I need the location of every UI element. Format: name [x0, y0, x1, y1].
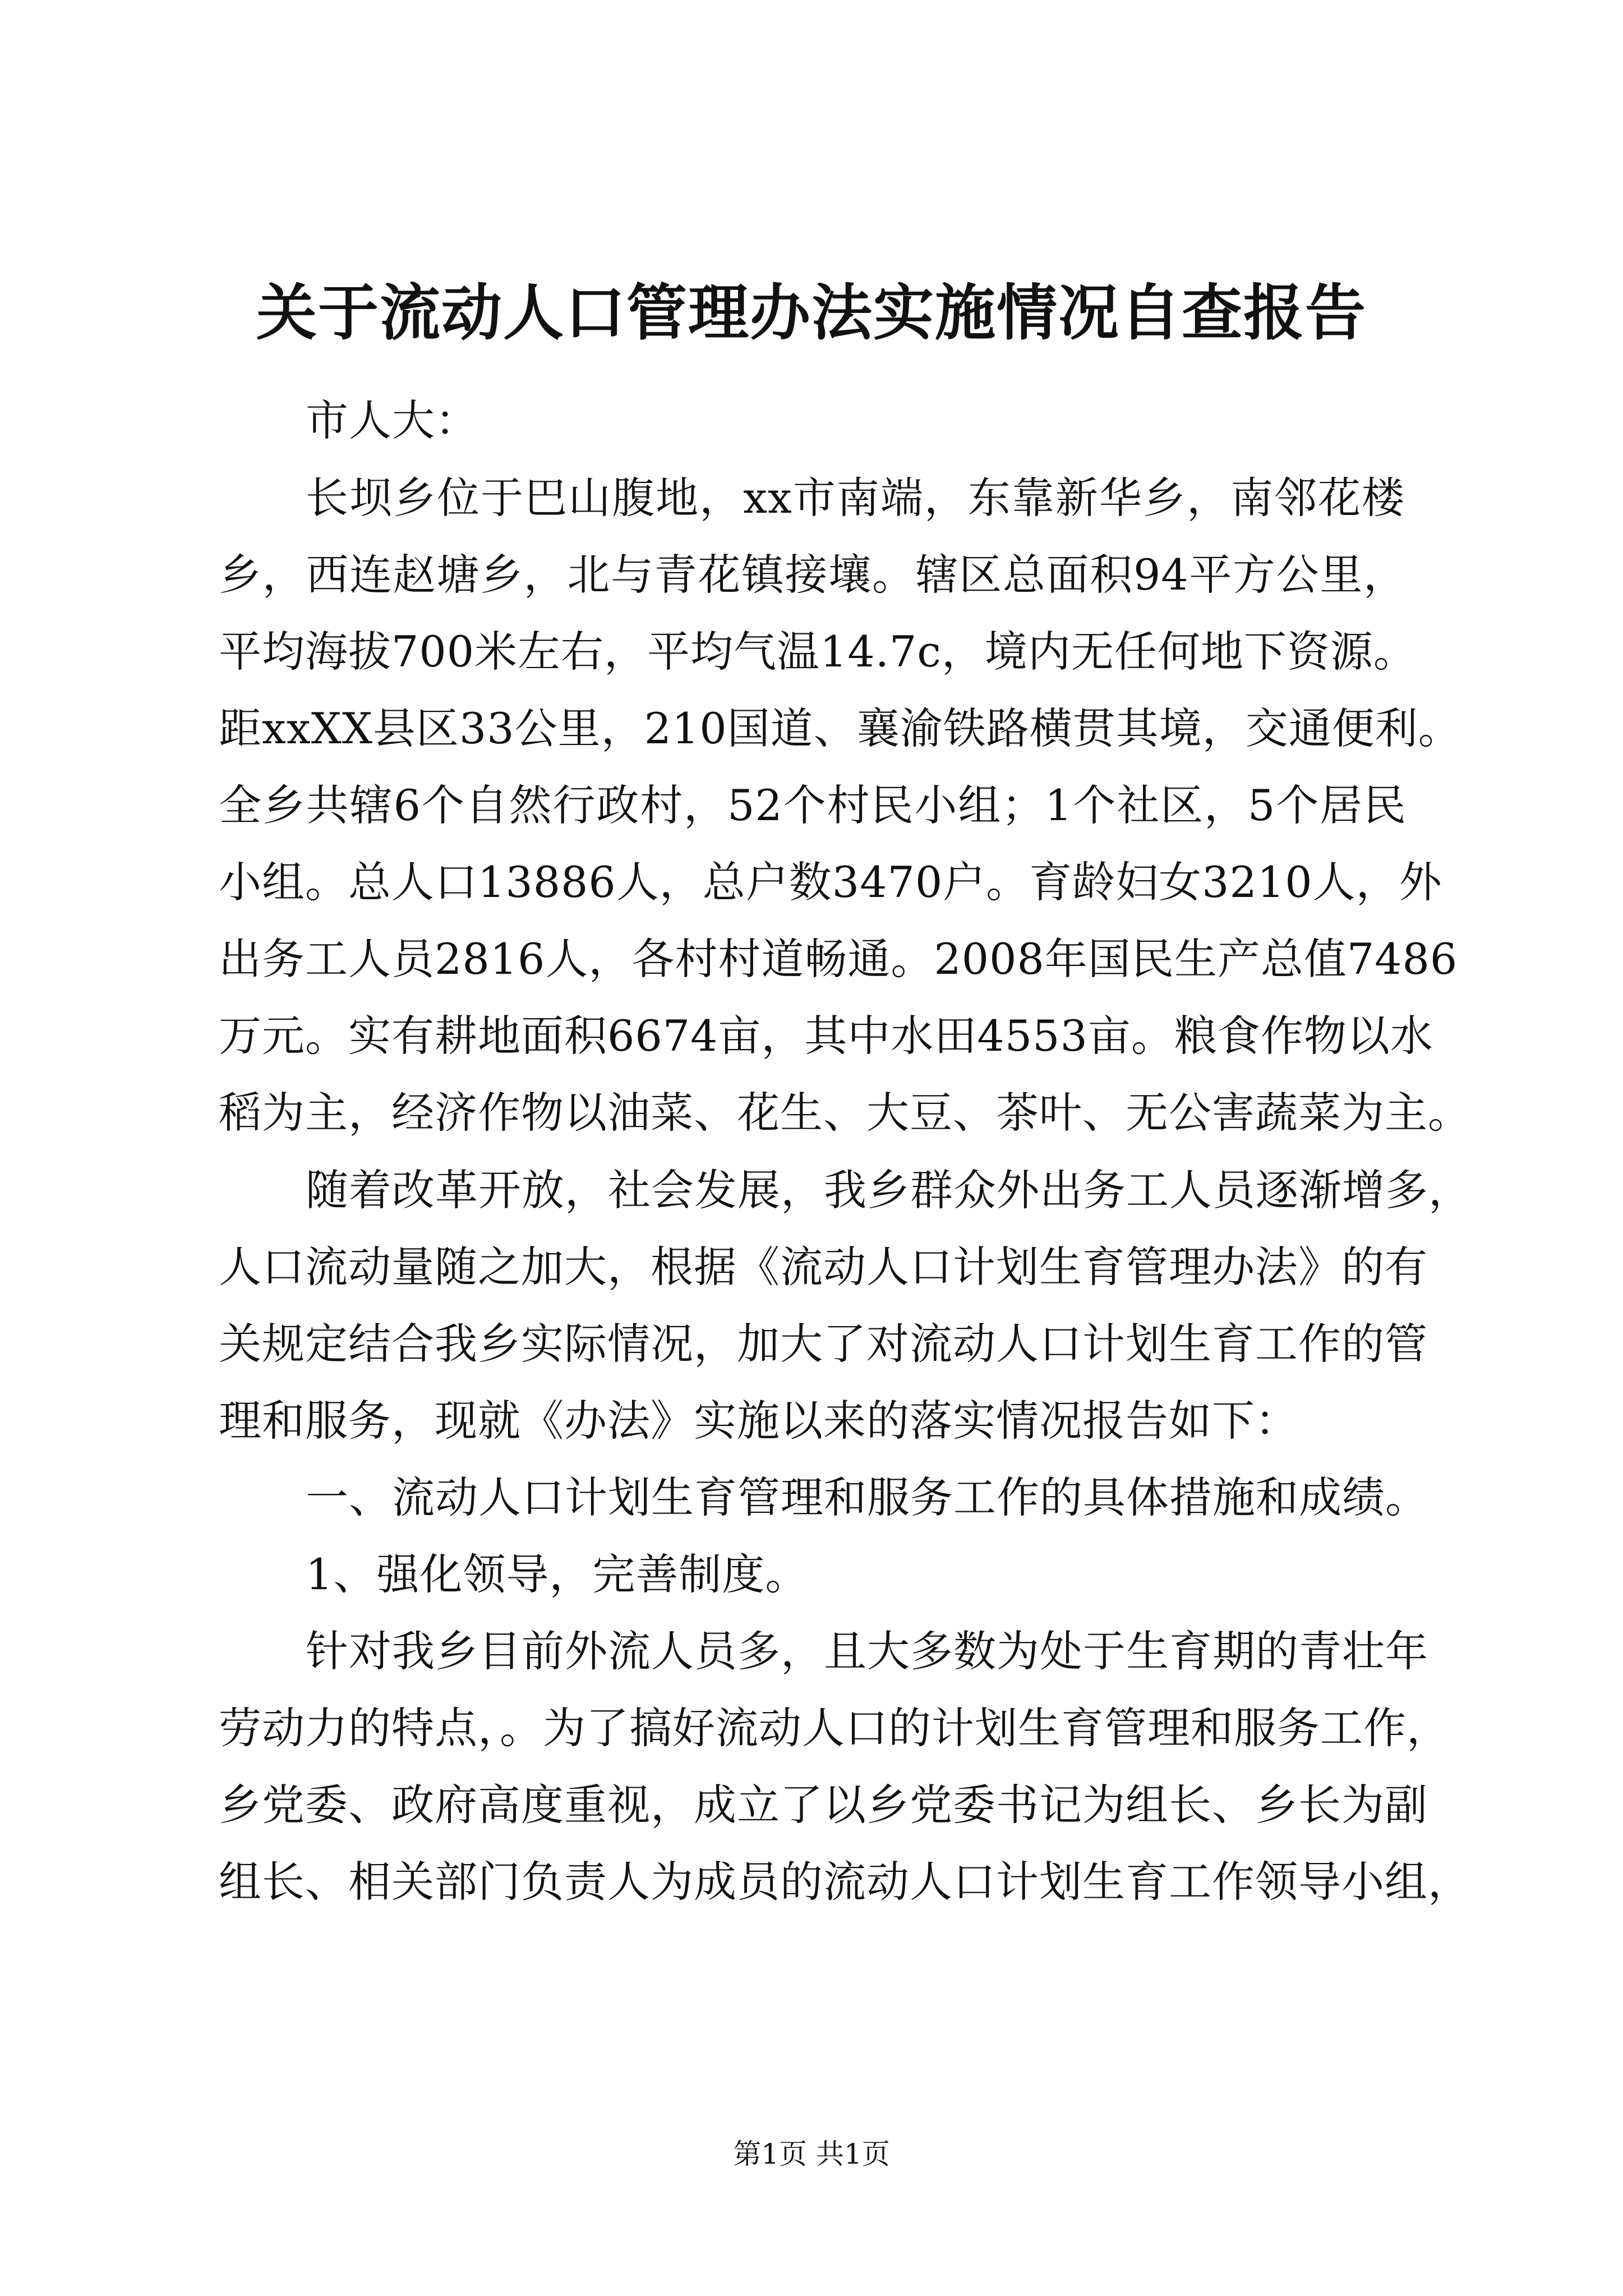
subsection-heading: 1、强化领导，完善制度。 [306, 1549, 809, 1599]
body-line: 针对我乡目前外流人员多，且大多数为处于生育期的青壮年 [306, 1626, 1428, 1676]
body-line: 全乡共辖6个自然行政村，52个村民小组；1个社区，5个居民 [219, 780, 1407, 830]
body-line: 稻为主，经济作物以油菜、花生、大豆、茶叶、无公害蔬菜为主。 [219, 1088, 1471, 1138]
body-line: 乡党委、政府高度重视，成立了以乡党委书记为组长、乡长为副 [219, 1780, 1428, 1830]
body-line: 随着改革开放，社会发展，我乡群众外出务工人员逐渐增多， [306, 1165, 1472, 1215]
body-line: 长坝乡位于巴山腹地，xx市南端，东靠新华乡，南邻花楼 [306, 473, 1405, 523]
page-footer: 第1页 共1页 [733, 2138, 890, 2170]
body-line: 劳动力的特点，。为了搞好流动人口的计划生育管理和服务工作， [219, 1703, 1450, 1753]
body-line: 理和服务，现就《办法》实施以来的落实情况报告如下： [219, 1396, 1298, 1446]
body-line: 乡，西连赵塘乡，北与青花镇接壤。辖区总面积94平方公里， [219, 550, 1407, 600]
body-line: 小组。总人口13886人，总户数3470户。育龄妇女3210人，外 [219, 857, 1442, 907]
document-title: 关于流动人口管理办法实施情况自查报告 [256, 278, 1367, 348]
body-line: 平均海拔700米左右，平均气温14.7c，境内无任何地下资源。 [219, 627, 1417, 677]
body-line: 万元。实有耕地面积6674亩，其中水田4553亩。粮食作物以水 [219, 1011, 1433, 1061]
body-line: 人口流动量随之加大，根据《流动人口计划生育管理办法》的有 [219, 1242, 1428, 1292]
body-line: 关规定结合我乡实际情况，加大了对流动人口计划生育工作的管 [219, 1319, 1428, 1369]
body-line: 距xxXX县区33公里，210国道、襄渝铁路横贯其境，交通便利。 [219, 703, 1461, 753]
section-heading: 一、流动人口计划生育管理和服务工作的具体措施和成绩。 [306, 1473, 1428, 1522]
body-line: 出务工人员2816人，各村村道畅通。2008年国民生产总值7486 [219, 934, 1458, 984]
body-line: 组长、相关部门负责人为成员的流动人口计划生育工作领导小组， [219, 1857, 1471, 1907]
salutation: 市人大： [306, 395, 478, 445]
